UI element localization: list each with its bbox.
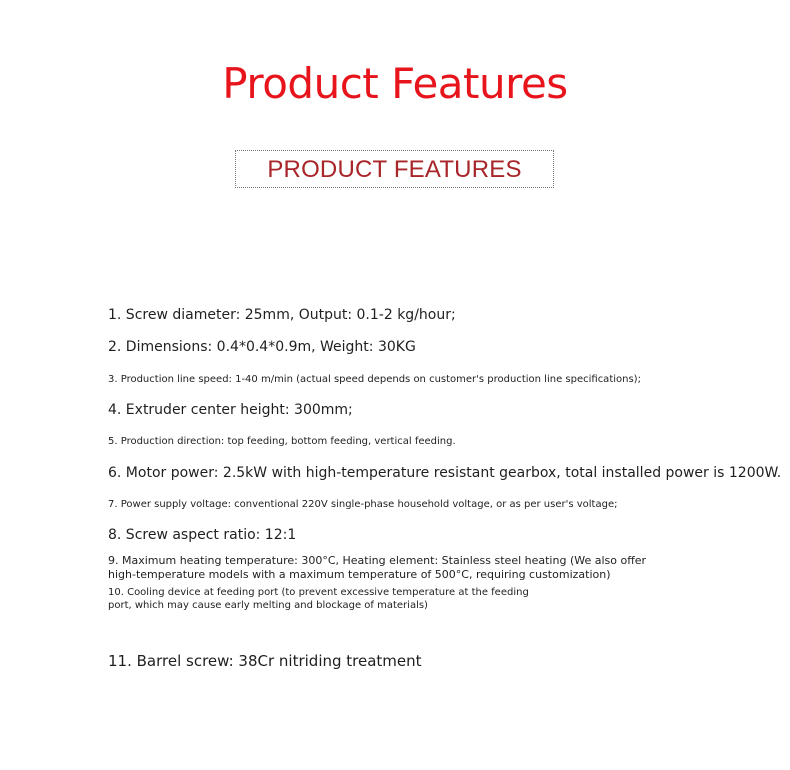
- feature-item-5: 5. Production direction: top feeding, bottom feeding, vertical feeding.: [108, 436, 456, 447]
- feature-item-4: 4. Extruder center height: 300mm;: [108, 402, 353, 418]
- feature-item-2: 2. Dimensions: 0.4*0.4*0.9m, Weight: 30KG: [108, 339, 416, 355]
- feature-item-11: 11. Barrel screw: 38Cr nitriding treatment: [108, 652, 422, 670]
- feature-item-1: 1. Screw diameter: 25mm, Output: 0.1-2 kg/hour;: [108, 307, 456, 323]
- feature-item-6: 6. Motor power: 2.5kW with high-temperature resistant gearbox, total installed power is 1200W.: [108, 465, 782, 481]
- feature-item-8: 8. Screw aspect ratio: 12:1: [108, 527, 297, 543]
- page-title: Product Features: [222, 59, 568, 108]
- feature-item-9-line-2: high-temperature models with a maximum temperature of 500°C, requiring customization): [108, 568, 611, 581]
- feature-item-3: 3. Production line speed: 1-40 m/min (actual speed depends on customer's production line specifications);: [108, 374, 641, 385]
- subtitle-box: [235, 150, 554, 188]
- feature-item-10-line-1: 10. Cooling device at feeding port (to prevent excessive temperature at the feeding: [108, 587, 529, 598]
- feature-item-10-line-2: port, which may cause early melting and blockage of materials): [108, 600, 428, 611]
- feature-item-7: 7. Power supply voltage: conventional 220V single-phase household voltage, or as per user's voltage;: [108, 499, 618, 510]
- feature-item-9-line-1: 9. Maximum heating temperature: 300°C, Heating element: Stainless steel heating (We also offer: [108, 554, 647, 567]
- page-subtitle: PRODUCT FEATURES: [267, 156, 522, 183]
